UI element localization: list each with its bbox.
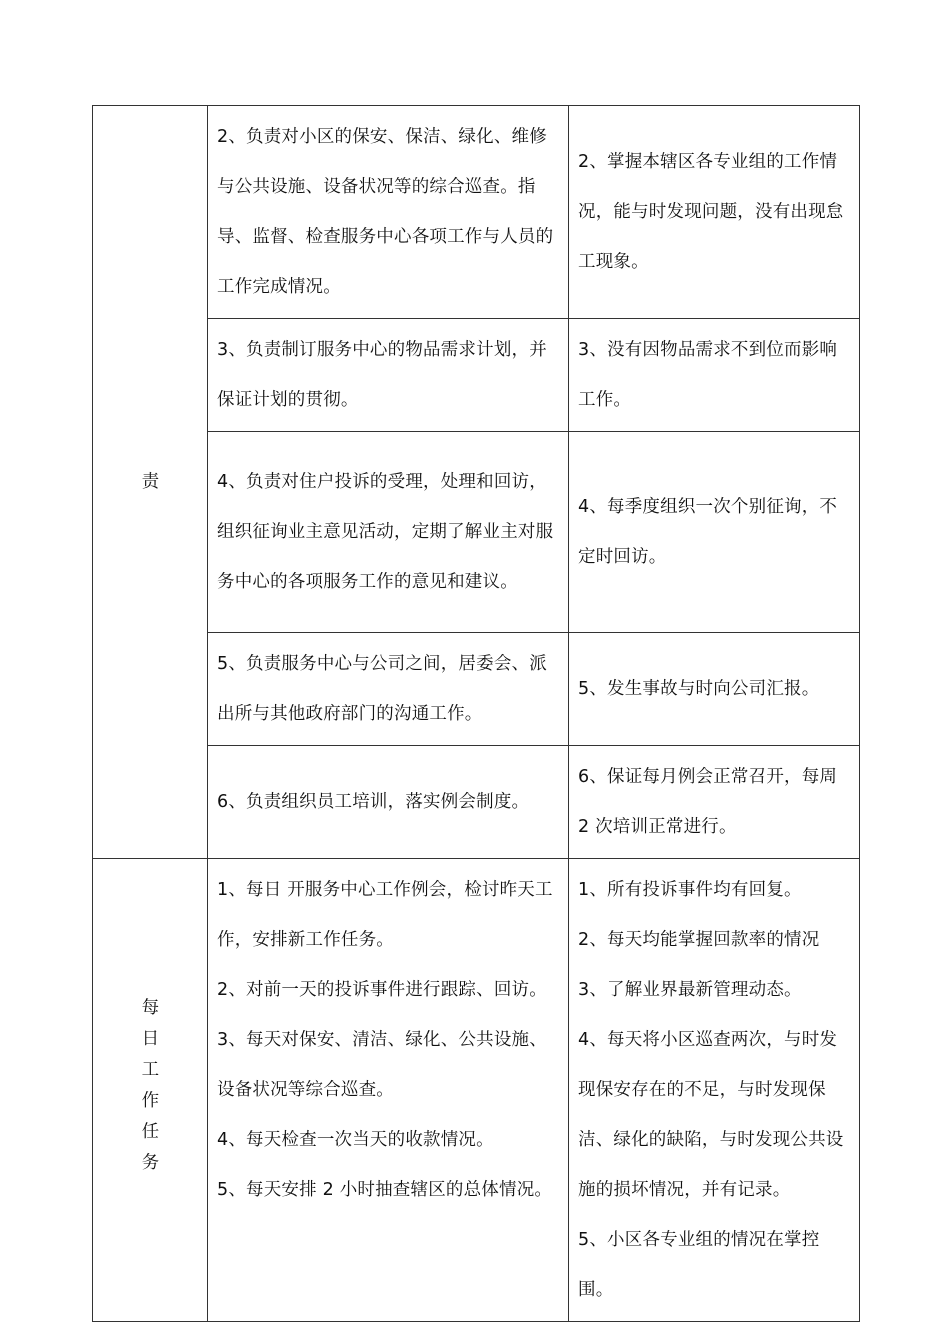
table-row bbox=[93, 319, 860, 432]
duty-cell bbox=[208, 859, 569, 1322]
duty-line: 1、每日 开服务中心工作例会，检讨昨天工作，安排新工作任务。 bbox=[217, 880, 553, 950]
duties-table bbox=[92, 105, 860, 1322]
duty-cell: 3、负责制订服务中心的物品需求计划，并保证计划的贯彻。 bbox=[208, 319, 569, 432]
duty-line: 3、每天对保安、清洁、绿化、公共设施、设备状况等综合巡查。 bbox=[217, 1030, 547, 1100]
section-label-cell bbox=[93, 859, 208, 1322]
section-label-cell bbox=[93, 106, 208, 859]
standard-line: 3、了解业界最新管理动态。 bbox=[578, 980, 802, 1000]
duty-cell: 5、负责服务中心与公司之间，居委会、派出所与其他政府部门的沟通工作。 bbox=[208, 633, 569, 746]
table-row bbox=[93, 746, 860, 859]
section-label: 每日工作任务 bbox=[141, 997, 160, 1173]
table-row bbox=[93, 633, 860, 746]
duty-line: 2、对前一天的投诉事件进行跟踪、回访。 bbox=[217, 980, 547, 1000]
standard-cell: 2、掌握本辖区各专业组的工作情况，能与时发现问题，没有出现怠工现象。 bbox=[569, 106, 860, 319]
standard-cell: 5、发生事故与时向公司汇报。 bbox=[569, 633, 860, 746]
standard-cell: 6、保证每月例会正常召开，每周 2 次培训正常进行。 bbox=[569, 746, 860, 859]
table-row bbox=[93, 106, 860, 319]
duty-line: 4、每天检查一次当天的收款情况。 bbox=[217, 1130, 494, 1150]
duty-cell: 2、负责对小区的保安、保洁、绿化、维修与公共设施、设备状况等的综合巡查。指导、监督、检查服务中心各项工作与人员的工作完成情况。 bbox=[208, 106, 569, 319]
table-row bbox=[93, 859, 860, 1322]
section-label: 责 bbox=[141, 472, 160, 492]
duty-cell: 4、负责对住户投诉的受理，处理和回访，组织征询业主意见活动，定期了解业主对服务中心的各项服务工作的意见和建议。 bbox=[208, 432, 569, 633]
duty-cell: 6、负责组织员工培训，落实例会制度。 bbox=[208, 746, 569, 859]
duty-line: 5、每天安排 2 小时抽查辖区的总体情况。 bbox=[217, 1180, 553, 1200]
standard-cell: 3、没有因物品需求不到位而影响工作。 bbox=[569, 319, 860, 432]
standard-line: 4、每天将小区巡查两次，与时发现保安存在的不足，与时发现保洁、绿化的缺陷，与时发现公共设施的损坏情况，并有记录。 bbox=[578, 1030, 844, 1200]
standard-cell bbox=[569, 859, 860, 1322]
standard-cell: 4、每季度组织一次个别征询，不定时回访。 bbox=[569, 432, 860, 633]
standard-line: 2、每天均能掌握回款率的情况 bbox=[578, 930, 820, 950]
table-row bbox=[93, 432, 860, 633]
standard-line: 1、所有投诉事件均有回复。 bbox=[578, 880, 802, 900]
standard-line: 5、小区各专业组的情况在掌控围。 bbox=[578, 1230, 820, 1300]
